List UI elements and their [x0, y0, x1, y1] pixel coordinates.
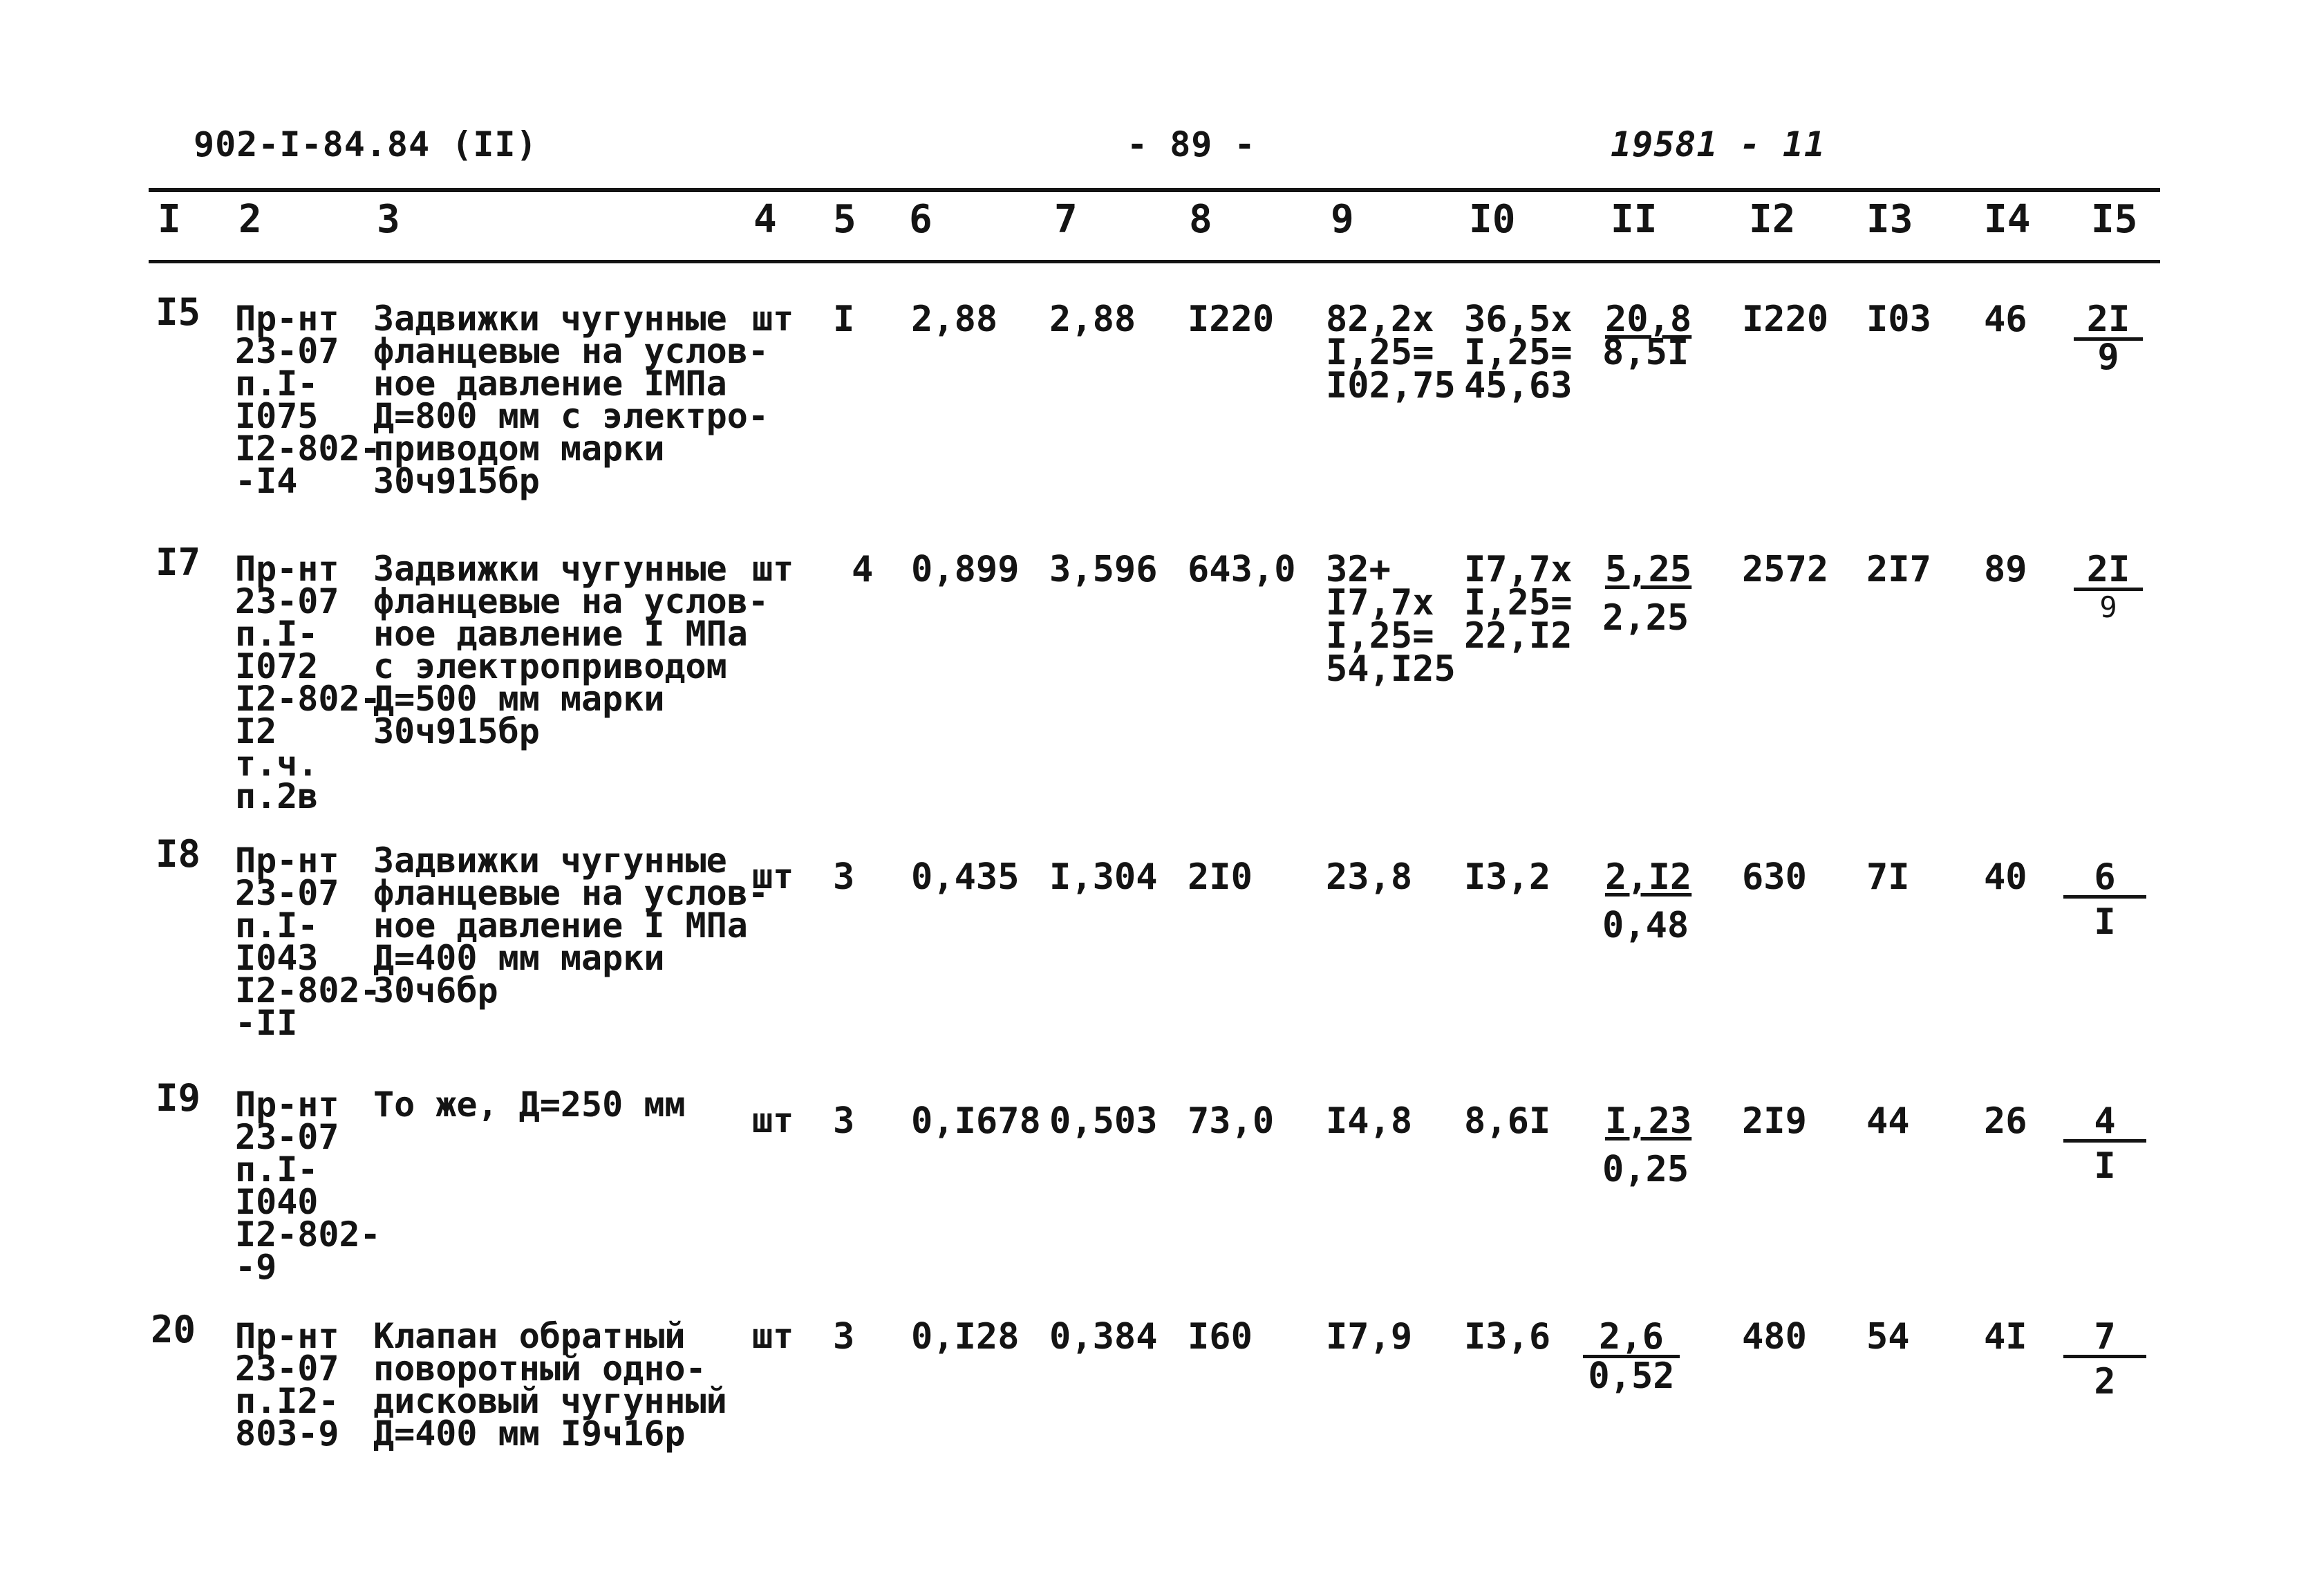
- column-6-value: 0,435: [911, 856, 1020, 898]
- column-11-denominator: 0,52: [1588, 1355, 1675, 1397]
- column-7-value: 0,503: [1049, 1100, 1158, 1142]
- column-11-fraction: [1602, 1100, 1694, 1190]
- quantity: 3: [833, 856, 855, 898]
- norm-reference: Пр-нт 23-07 п.I- I043 I2-802- -II: [235, 841, 381, 1043]
- norm-reference: Пр-нт 23-07 п.I- I040 I2-802- -9: [235, 1085, 381, 1287]
- item-description: Клапан обратный поворотный одно- дисковый чугунный Д=400 мм I9ч16р: [373, 1316, 727, 1454]
- column-number-9: 9: [1331, 197, 1354, 242]
- column-13-value: 54: [1866, 1316, 1910, 1358]
- reference-number: 19581 - 11: [1611, 124, 1826, 165]
- norm-reference: Пр-нт 23-07 п.I- I075 I2-802- -I4: [235, 299, 381, 501]
- unit: шт: [752, 1100, 794, 1140]
- column-14-value: 4I: [1984, 1316, 2027, 1358]
- column-number-13: I3: [1866, 197, 1913, 242]
- quantity: 4: [852, 549, 874, 590]
- norm-reference: Пр-нт 23-07 п.I- I072 I2-802- I2 т.ч. п.2в: [235, 549, 381, 816]
- column-6-value: 2,88: [911, 299, 998, 340]
- column-6-value: 0,I28: [911, 1316, 1020, 1358]
- column-number-6: 6: [909, 197, 932, 242]
- column-7-value: 2,88: [1049, 299, 1136, 340]
- column-9-value: 82,2х I,25= I02,75: [1326, 299, 1456, 406]
- quantity: 3: [833, 1100, 855, 1142]
- column-15-numerator: 6: [2063, 861, 2146, 899]
- column-11-numerator: I,23: [1605, 1100, 1692, 1142]
- column-11-denominator: 8,5I: [1602, 332, 1689, 373]
- column-number-10: I0: [1469, 197, 1516, 242]
- column-14-value: 40: [1984, 856, 2027, 898]
- column-15-denominator: 9: [2097, 337, 2119, 378]
- column-9-value: I7,9: [1326, 1316, 1413, 1358]
- item-description: Задвижки чугунные фланцевые на услов- ное давление IМПа Д=800 мм с электро- приводом марки 30ч915бр: [373, 299, 769, 501]
- column-11-numerator: 5,25: [1605, 549, 1692, 590]
- column-15-fraction: [2074, 549, 2143, 624]
- unit: шт: [752, 1316, 794, 1356]
- column-9-value: 23,8: [1326, 856, 1413, 898]
- page-number: - 89 -: [1127, 124, 1256, 165]
- column-10-value: 36,5х I,25= 45,63: [1464, 299, 1573, 406]
- column-11-fraction: [1602, 549, 1694, 639]
- column-10-value: 8,6I: [1464, 1100, 1551, 1142]
- column-11-fraction: [1602, 299, 1694, 373]
- column-number-14: I4: [1984, 197, 2031, 242]
- column-11-fraction: [1583, 1316, 1680, 1397]
- column-number-5: 5: [833, 197, 856, 242]
- column-15-fraction: [2063, 1316, 2146, 1402]
- column-11-numerator: 2,I2: [1605, 856, 1692, 898]
- column-14-value: 26: [1984, 1100, 2027, 1142]
- item-description: Задвижки чугунные фланцевые на услов- ное давление I МПа Д=400 мм марки 30ч6бр: [373, 841, 769, 1011]
- item-description: То же, Д=250 мм: [373, 1085, 686, 1125]
- column-13-value: 2I7: [1866, 549, 1931, 590]
- column-11-denominator: 0,48: [1602, 905, 1689, 946]
- column-12-value: 630: [1742, 856, 1807, 898]
- column-6-value: 0,I678: [911, 1100, 1041, 1142]
- column-13-value: 44: [1866, 1100, 1910, 1142]
- column-14-value: 89: [1984, 549, 2027, 590]
- column-11-denominator: 0,25: [1602, 1149, 1689, 1190]
- column-8-value: I220: [1188, 299, 1275, 340]
- column-number-15: I5: [2091, 197, 2138, 242]
- column-7-value: 3,596: [1049, 549, 1158, 590]
- column-15-fraction: [2074, 299, 2143, 378]
- column-13-value: I03: [1866, 299, 1931, 340]
- column-number-1: I: [158, 197, 181, 242]
- column-10-value: I3,6: [1464, 1316, 1551, 1358]
- column-11-denominator: 2,25: [1602, 597, 1689, 639]
- table-top-rule: [149, 188, 2160, 192]
- column-number-4: 4: [753, 197, 777, 242]
- column-number-12: I2: [1749, 197, 1796, 242]
- position-number: I9: [156, 1076, 201, 1120]
- unit: шт: [752, 856, 794, 896]
- header-bottom-rule: [149, 260, 2160, 263]
- position-number: 20: [151, 1308, 196, 1351]
- column-12-value: 2I9: [1742, 1100, 1807, 1142]
- item-description: Задвижки чугунные фланцевые на услов- ное давление I МПа с электроприводом Д=500 мм марки 30ч915бр: [373, 549, 769, 751]
- column-7-value: 0,384: [1049, 1316, 1158, 1358]
- column-15-numerator: 2I: [2074, 303, 2143, 341]
- column-number-2: 2: [238, 197, 262, 242]
- column-9-value: 32+ I7,7х I,25= 54,I25: [1326, 549, 1456, 690]
- column-15-numerator: 2I: [2074, 553, 2143, 591]
- column-14-value: 46: [1984, 299, 2027, 340]
- column-11-numerator: 20,8: [1605, 299, 1692, 340]
- unit: шт: [752, 299, 794, 339]
- column-15-denominator: I: [2094, 901, 2116, 943]
- column-number-11: II: [1611, 197, 1658, 242]
- column-12-value: 480: [1742, 1316, 1807, 1358]
- column-8-value: I60: [1188, 1316, 1253, 1358]
- position-number: I7: [156, 541, 201, 584]
- column-8-value: 2I0: [1188, 856, 1253, 898]
- column-15-denominator: 2: [2094, 1361, 2116, 1402]
- column-6-value: 0,899: [911, 549, 1020, 590]
- column-9-value: I4,8: [1326, 1100, 1413, 1142]
- column-11-numerator: 2,6: [1583, 1320, 1680, 1358]
- column-15-numerator: 4: [2063, 1105, 2146, 1143]
- norm-reference: Пр-нт 23-07 п.I2- 803-9: [235, 1316, 339, 1454]
- column-15-fraction: [2063, 856, 2146, 943]
- column-10-value: I3,2: [1464, 856, 1551, 898]
- column-12-value: I220: [1742, 299, 1829, 340]
- column-8-value: 73,0: [1188, 1100, 1275, 1142]
- quantity: I: [833, 299, 855, 340]
- column-number-8: 8: [1189, 197, 1212, 242]
- column-number-3: 3: [377, 197, 400, 242]
- column-number-7: 7: [1054, 197, 1078, 242]
- position-number: I5: [156, 290, 201, 334]
- column-15-numerator: 7: [2063, 1320, 2146, 1358]
- column-12-value: 2572: [1742, 549, 1829, 590]
- column-11-fraction: [1602, 856, 1694, 946]
- unit: шт: [752, 549, 794, 589]
- column-10-value: I7,7х I,25= 22,I2: [1464, 549, 1573, 657]
- column-8-value: 643,0: [1188, 549, 1296, 590]
- column-15-denominator: 9: [2099, 590, 2117, 624]
- position-number: I8: [156, 832, 201, 876]
- column-13-value: 7I: [1866, 856, 1910, 898]
- column-15-denominator: I: [2094, 1145, 2116, 1187]
- column-7-value: I,304: [1049, 856, 1158, 898]
- document-code: 902-I-84.84 (II): [194, 124, 538, 165]
- column-15-fraction: [2063, 1100, 2146, 1187]
- quantity: 3: [833, 1316, 855, 1358]
